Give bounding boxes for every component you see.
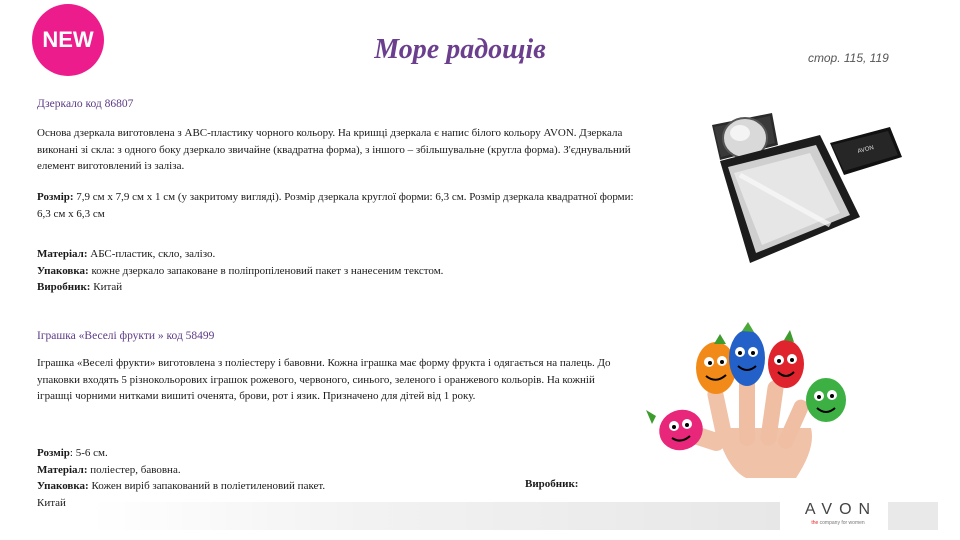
- new-badge: [32, 4, 104, 76]
- footer-band: [90, 502, 780, 530]
- product2-material-value: поліестер, бавовна.: [87, 463, 181, 476]
- product1-specs: [37, 246, 647, 296]
- product1-size: [37, 189, 647, 222]
- product1-maker-label: Виробник:: [37, 281, 91, 293]
- product2-maker-value: Китай: [37, 496, 66, 509]
- product2-size-value: : 5-6 см.: [69, 447, 108, 459]
- avon-logo: [792, 501, 884, 526]
- product2-size-label: Розмір: [37, 447, 70, 459]
- product2-description-text: Іграшка «Веселі фрукти» виготовлена з поліестеру і бавовни. Кожна іграшка має форму фрукта і одягається на палець. До упаковки входять 5 різнокольорових іграшок рожевого, червоного, синього, зеленого і оранжевого кольорів. На кожній іграшці чорними нитками вишиті оченята, брови, рот і язик. Призначено для дітей від 1 року.: [37, 357, 611, 402]
- mirror-image-label: AVON: [857, 145, 875, 155]
- avon-logo-tagline-the: the: [811, 520, 819, 526]
- page-reference: стор. 115, 119: [808, 51, 889, 65]
- product2-packaging-label: Упаковка:: [37, 480, 89, 492]
- avon-logo-word: AVON: [804, 501, 878, 518]
- page-title: Море радощів: [374, 34, 546, 65]
- product1-material-label: Матеріал:: [37, 248, 88, 260]
- product2-heading: Іграшка «Веселі фрукти » код 58499: [37, 330, 215, 342]
- mirror-image: [690, 105, 910, 265]
- product2-maker-label: Виробник:: [525, 478, 579, 490]
- footer-band-right: [888, 502, 938, 530]
- product1-packaging-value: кожне дзеркало запаковане в поліпропіленовий пакет з нанесеним текстом.: [88, 264, 444, 277]
- product2-description: [37, 355, 627, 405]
- product1-description: [37, 125, 647, 175]
- avon-logo-tagline: [792, 520, 884, 526]
- finger-puppets-image: [636, 318, 866, 478]
- avon-logo-tagline-rest: company for women: [818, 520, 865, 526]
- new-badge-text: NEW: [42, 27, 94, 52]
- product1-maker-value: Китай: [90, 281, 123, 293]
- product2-material-label: Матеріал:: [37, 463, 88, 476]
- product1-heading: Дзеркало код 86807: [37, 98, 134, 110]
- product1-size-value: 7,9 см х 7,9 см х 1 см (у закритому вигляді). Розмір дзеркала круглої форми: 6,3 см. Розмір дзеркала квадратної форми: 6,3 см х 6,3 см: [37, 191, 634, 220]
- product1-material-value: АБС-пластик, скло, залізо.: [87, 248, 216, 260]
- product2-packaging-value: Кожен виріб запакований в поліетиленовий пакет.: [88, 480, 326, 492]
- product1-size-label: Розмір:: [37, 191, 74, 203]
- product1-description-text: Основа дзеркала виготовлена з АВС-пластику чорного кольору. На кришці дзеркала є напис білого кольору AVON. Дзеркала виконані зі скла: з одного боку дзеркало звичайне (квадратна форма), з іншого – збільшувальне (кругла форма). З'єднувальний елемент виготовлений із заліза.: [37, 127, 631, 172]
- product1-packaging-label: Упаковка:: [37, 264, 89, 277]
